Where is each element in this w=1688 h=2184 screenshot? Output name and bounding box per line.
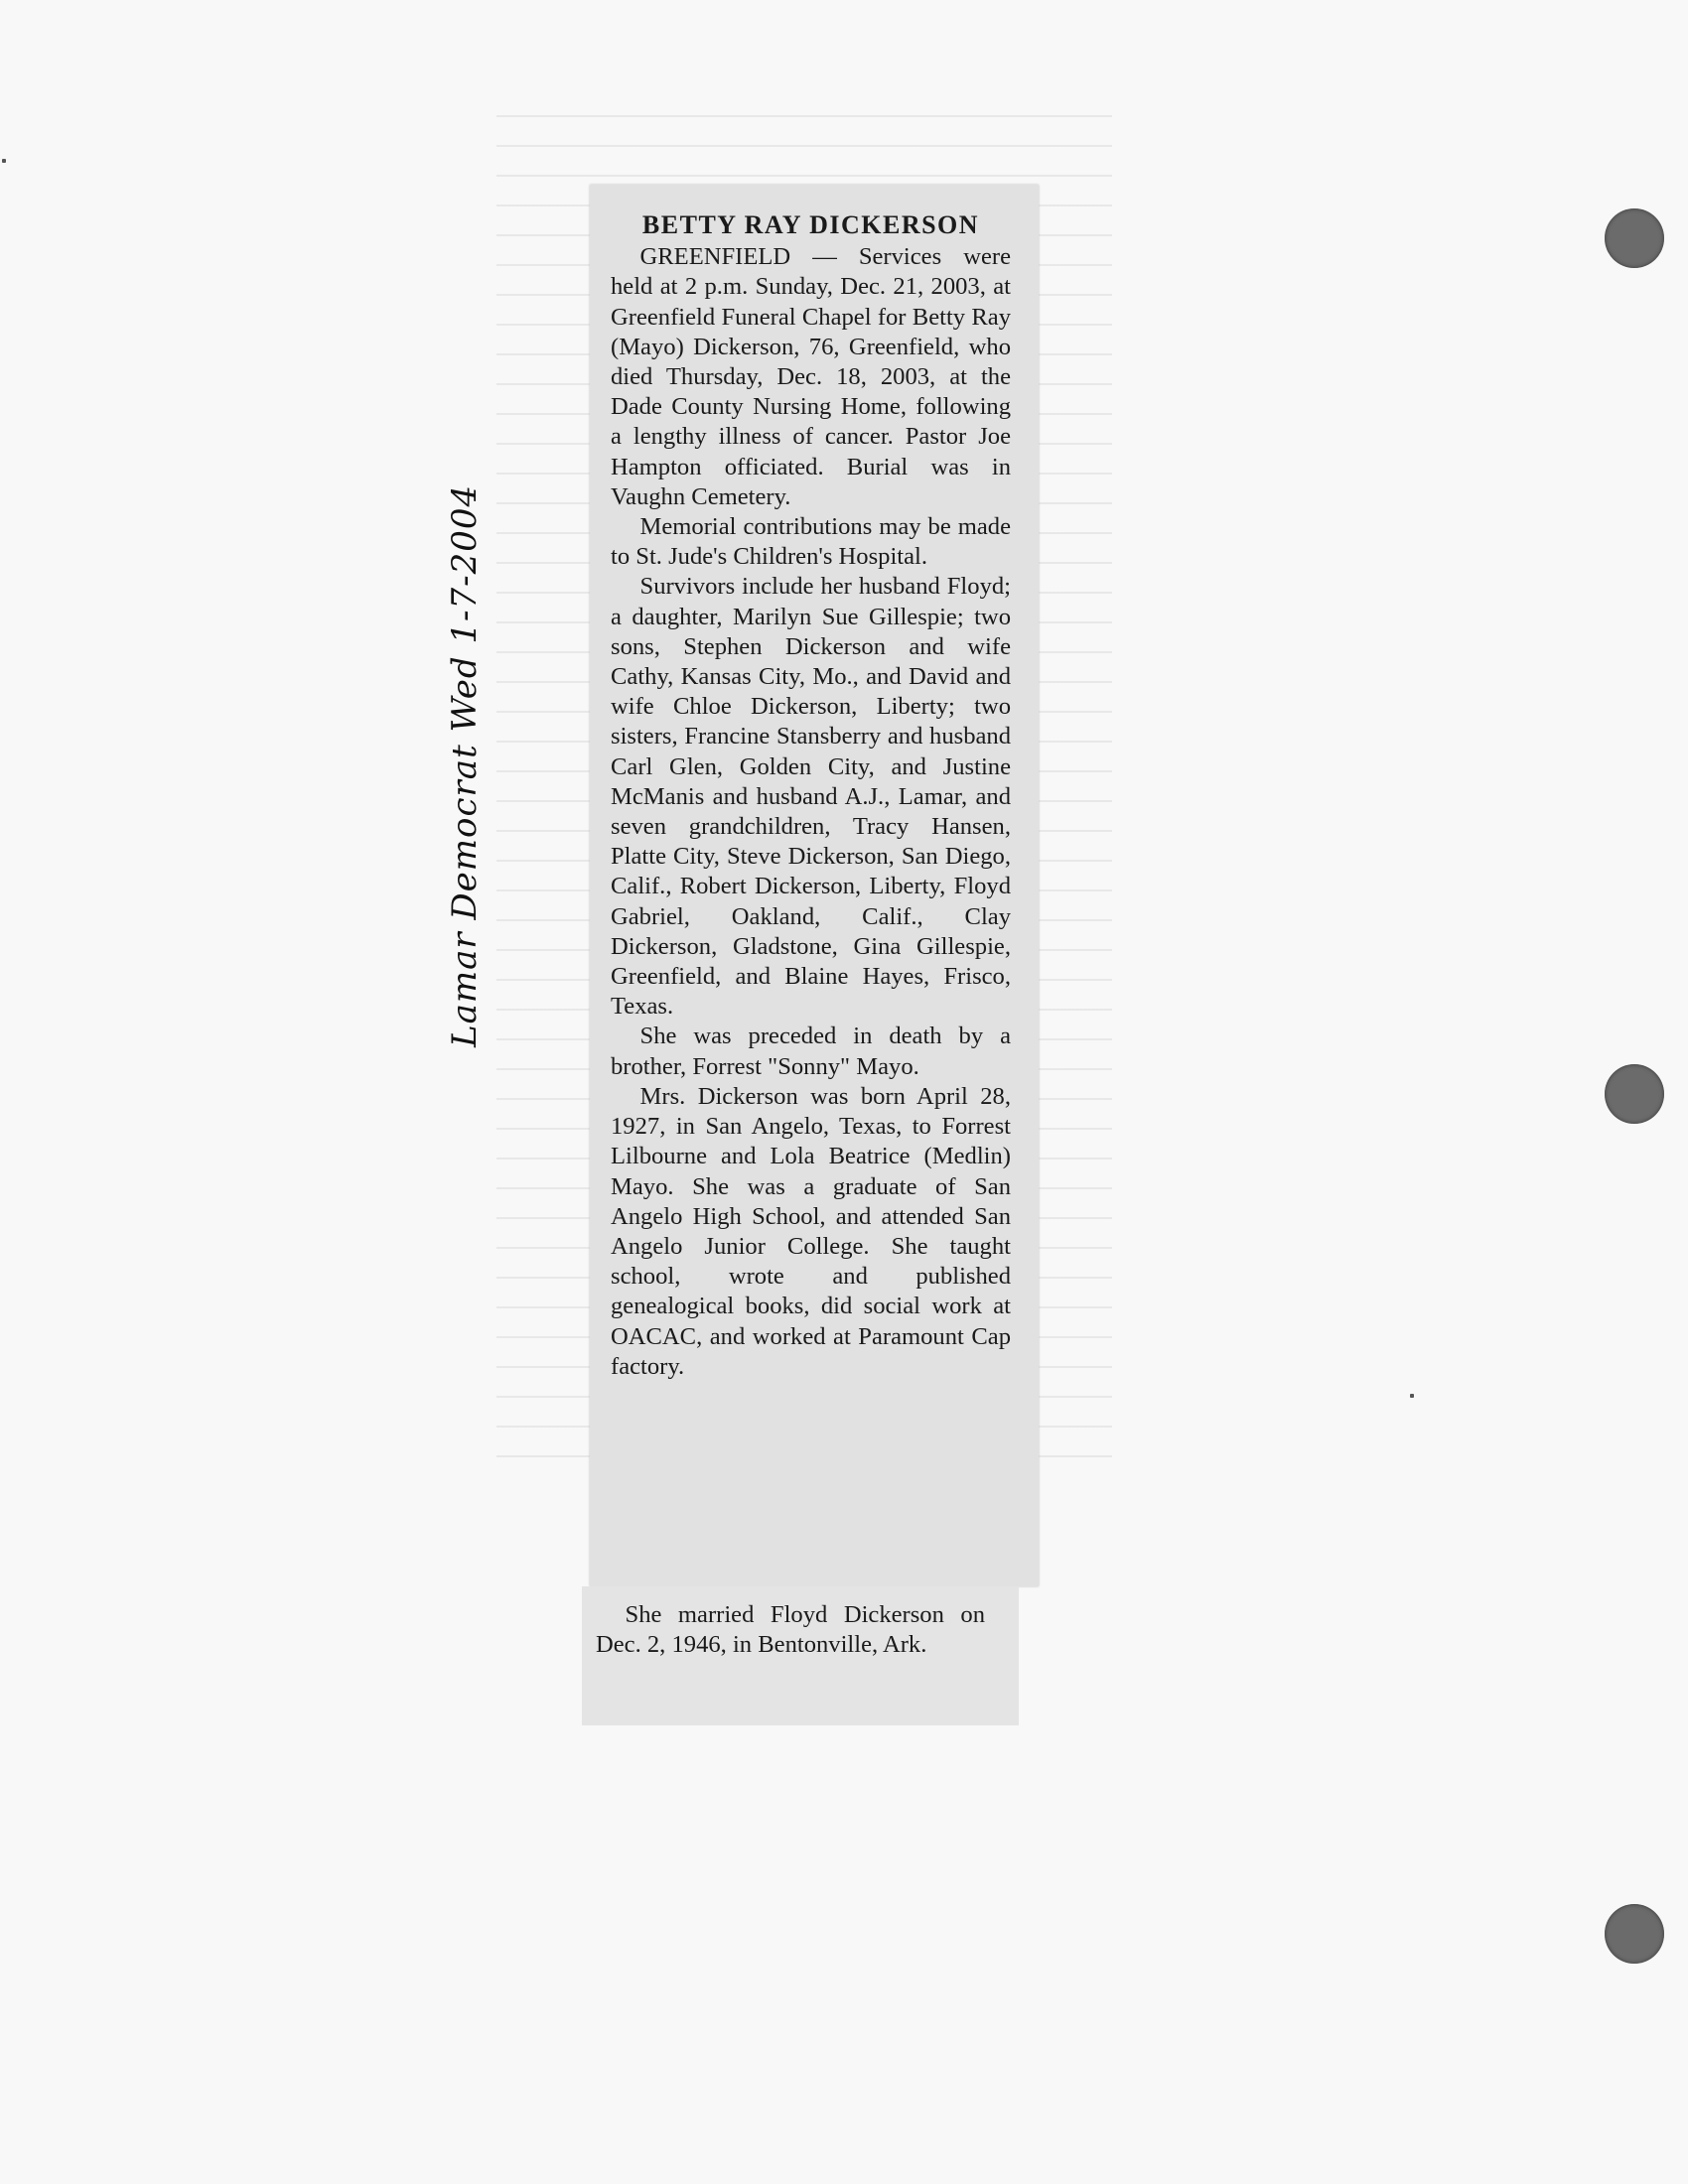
scan-speck xyxy=(2,159,6,163)
paragraph-marriage: She married Floyd Dickerson on Dec. 2, 1946, in Bentonville, Ark. xyxy=(596,1601,985,1659)
binder-hole-bottom xyxy=(1605,1904,1664,1964)
paragraph-survivors: Survivors include her husband Floyd; a daughter, Marilyn Sue Gillespie; two sons, Stephen Dickerson and wife Cathy, Kansas City, Mo., and David and wife Chloe Dickerson, Liberty; two sisters, Francine Stansberry and husband Carl Glen, Golden City, and Justine McManis and husband A.J., Lamar, and seven grandchildren, Tracy Hansen, Platte City, Steve Dickerson, San Diego, Calif., Robert Dickerson, Liberty, Floyd Gabriel, Oakland, Calif., Clay Dickerson, Gladstone, Gina Gillespie, Greenfield, and Blaine Hayes, Frisco, Texas. xyxy=(611,573,1011,1021)
paragraph-memorial: Memorial contributions may be made to St. Jude's Children's Hospital. xyxy=(611,513,1011,571)
handwritten-annotation: Lamar Democrat Wed 1-7-2004 xyxy=(445,483,485,1047)
scan-speck xyxy=(1410,1394,1414,1398)
binder-hole-top xyxy=(1605,208,1664,268)
obituary-article xyxy=(611,210,1011,1382)
paragraph-preceded: She was preceded in death by a brother, Forrest "Sonny" Mayo. xyxy=(611,1023,1011,1080)
binder-hole-middle xyxy=(1605,1064,1664,1124)
paragraph-biography: Mrs. Dickerson was born April 28, 1927, in San Angelo, Texas, to Forrest Lilbourne and Lola Beatrice (Medlin) Mayo. She was a graduate of San Angelo High School, and attended San Angelo Junior College. She taught school, wrote and published genealogical books, did social work at OACAC, and worked at Paramount Cap factory. xyxy=(611,1082,1011,1380)
obituary-headline: BETTY RAY DICKERSON xyxy=(641,210,980,239)
obituary-tail xyxy=(596,1600,985,1660)
paragraph-services: GREENFIELD — Services were held at 2 p.m. Sunday, Dec. 21, 2003, at Greenfield Funeral Chapel for Betty Ray (Mayo) Dickerson, 76, Greenfield, who died Thursday, Dec. 18, 2003, at the Dade County Nursing Home, following a lengthy illness of cancer. Pastor Joe Hampton officiated. Burial was in Vaughn Cemetery. xyxy=(611,243,1011,510)
